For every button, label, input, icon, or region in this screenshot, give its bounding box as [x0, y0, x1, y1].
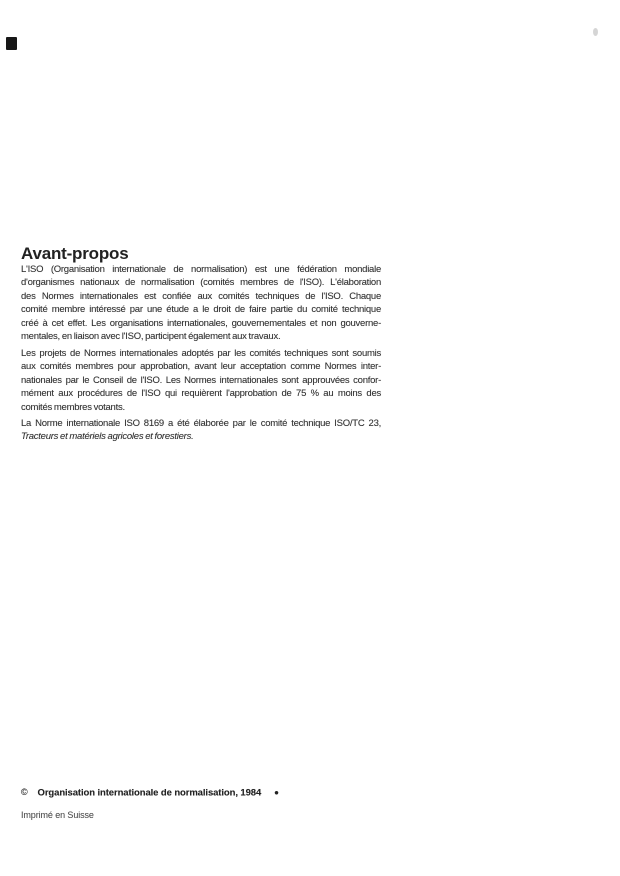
- scan-speck: [593, 28, 598, 36]
- text-line: Les projets de Normes internationales adoptés par les comités techniques sont soumis: [21, 348, 381, 359]
- scan-corner-mark: [6, 37, 17, 50]
- text-line: La Norme internationale ISO 8169 a été élaborée par le comité technique ISO/TC 23,: [21, 418, 381, 429]
- text-line: nationales par le Conseil de l'ISO. Les Normes internationales sont approuvées confor-: [21, 374, 381, 386]
- text-line: d'organismes nationaux de normalisation (comités membres de l'ISO). L'élaboration: [21, 277, 381, 289]
- text-line: L'ISO (Organisation internationale de normalisation) est une fédération mondiale: [21, 264, 381, 275]
- copyright-symbol-icon: ©: [21, 787, 28, 797]
- text-line: aux comités membres pour approbation, avant leur acceptation comme Normes inter-: [21, 361, 381, 373]
- text-line: comité membre intéressé par une étude a le droit de faire partie du comité technique: [21, 304, 381, 316]
- copyright-text: Organisation internationale de normalisation, 1984: [37, 787, 262, 799]
- text-line: des Normes internationales est confiée aux comités techniques de l'ISO. Chaque: [21, 290, 381, 302]
- text-line: mément aux procédures de l'ISO qui requièrent l'approbation de 75 % au moins des: [21, 388, 381, 400]
- text-line: comités membres votants.: [21, 401, 125, 413]
- paragraph: [21, 417, 381, 444]
- paragraph: [21, 263, 381, 343]
- text-line: mentales, en liaison avec l'ISO, participent également aux travaux.: [21, 331, 281, 343]
- bullet-dot-icon: ●: [274, 787, 279, 797]
- printed-in-note: Imprimé en Suisse: [21, 810, 94, 820]
- text-line: Tracteurs et matériels agricoles et forestiers.: [21, 431, 194, 443]
- page-title: Avant-propos: [21, 244, 129, 264]
- text-line: créé à cet effet. Les organisations internationales, gouvernementales et non gouverne-: [21, 317, 381, 329]
- copyright-line: [21, 786, 279, 800]
- paragraph: [21, 347, 381, 414]
